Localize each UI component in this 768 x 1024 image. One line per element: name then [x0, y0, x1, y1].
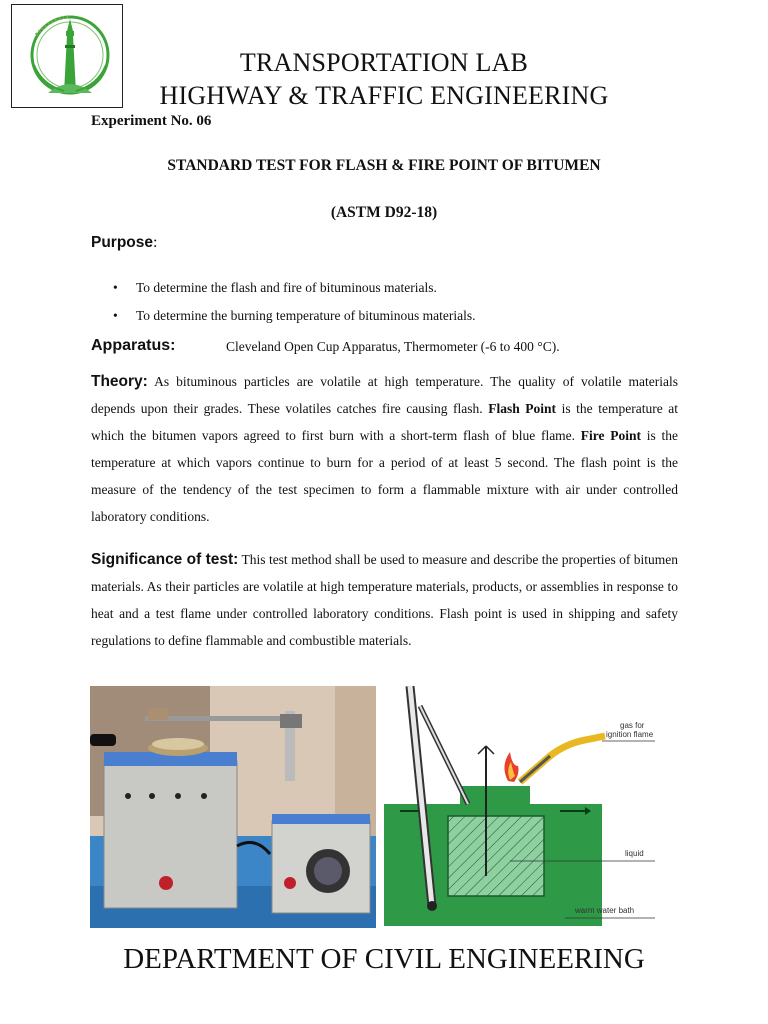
purpose-item-text: To determine the flash and fire of bituminous materials. — [136, 280, 437, 295]
purpose-item — [113, 280, 437, 296]
bullet-icon: • — [113, 308, 118, 323]
flash-point-term: Flash Point — [488, 401, 557, 416]
cleveland-cup-diagram — [380, 686, 676, 928]
purpose-heading — [91, 234, 157, 252]
apparatus-label: Apparatus: — [91, 337, 176, 354]
test-title: STANDARD TEST FOR FLASH & FIRE POINT OF BITUMEN — [167, 157, 601, 174]
lab-subtitle: HIGHWAY & TRAFFIC ENGINEERING — [159, 81, 609, 110]
theory-label: Theory: — [91, 373, 148, 390]
bullet-icon: • — [113, 280, 118, 295]
purpose-label: Purpose — [91, 234, 154, 251]
apparatus-photo — [90, 686, 376, 928]
significance-paragraph — [91, 546, 678, 654]
theory-paragraph — [91, 368, 678, 530]
astm-standard: (ASTM D92-18) — [330, 204, 438, 221]
water-bath-label: warm water bath — [575, 906, 635, 915]
ignition-flame-label: ignition flame — [606, 730, 654, 739]
experiment-number: Experiment No. 06 — [91, 113, 212, 129]
gas-label: gas for — [620, 721, 645, 730]
theory-text-3: is the temperature at which vapors continue to burn for a period of at least 5 second. The flash point is the measure of the tendency of the test specimen to form a flammable mixture with air under controlled laboratory conditions. — [91, 428, 679, 524]
fire-point-term: Fire Point — [580, 428, 642, 443]
apparatus-text: Cleveland Open Cup Apparatus, Thermometer (-6 to 400 °C). — [226, 339, 560, 354]
theory-text-1: As bituminous particles are volatile at high temperature. The quality of volatile materials depends upon their grades. These volatiles catches fire causing flash. — [91, 374, 678, 416]
department-footer: DEPARTMENT OF CIVIL ENGINEERING — [123, 943, 645, 975]
liquid-label: liquid — [625, 849, 644, 858]
significance-text: This test method shall be used to measure and describe the properties of bitumen materials. As their particles are volatile at high temperature materials, products, or assemblies in response to heat and a test flame under controlled laboratory conditions. Flash point is used in shipping and safety regulations to define flammable and combustible materials. — [91, 552, 679, 648]
purpose-item-text: To determine the burning temperature of bituminous materials. — [136, 308, 476, 323]
significance-label: Significance of test: — [91, 551, 239, 568]
lab-title: TRANSPORTATION LAB — [239, 48, 529, 77]
purpose-colon: : — [153, 234, 158, 251]
theory-text-2: is the temperature at which the bitumen vapors agreed to first burn with a short-term flash of blue flame. — [91, 401, 679, 443]
purpose-item — [113, 308, 475, 324]
